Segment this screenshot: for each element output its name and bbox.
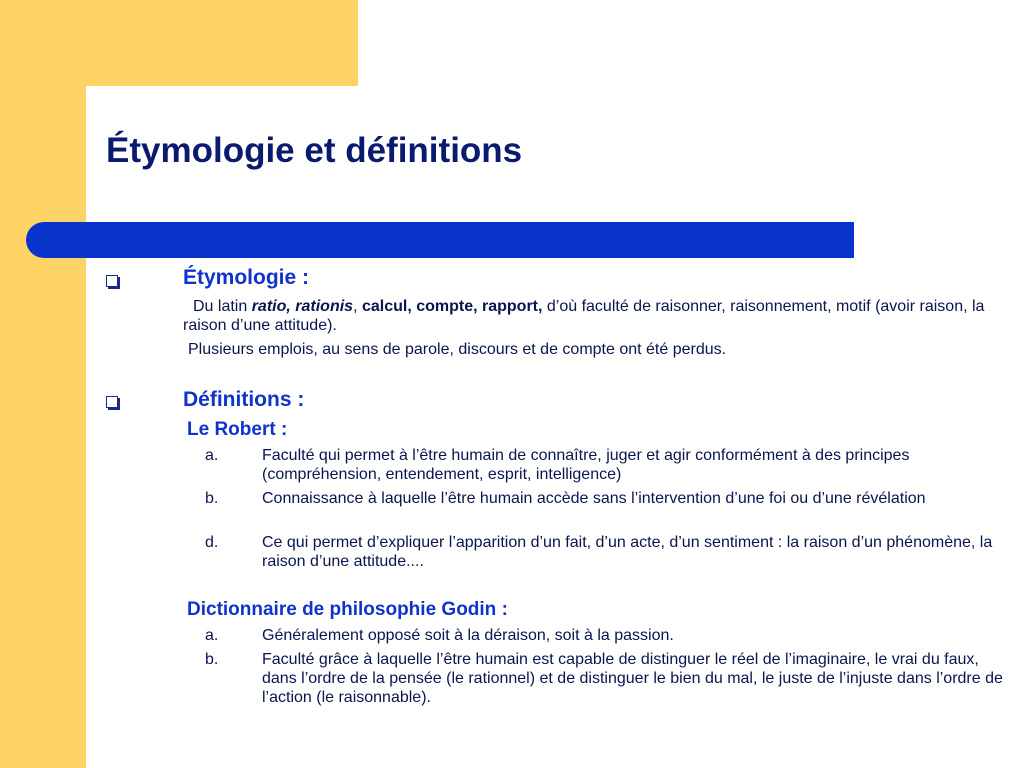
decor-blue-bar xyxy=(26,222,854,258)
definitions-heading: Définitions : xyxy=(183,388,305,411)
godin-title: Dictionnaire de philosophie Godin : xyxy=(187,599,508,620)
square-bullet-icon xyxy=(106,275,118,287)
robert-item-b xyxy=(205,489,1005,508)
list-item-text: Connaissance à laquelle l’être humain accède sans l’intervention d’une foi ou d’une révélation xyxy=(262,490,926,507)
square-bullet-icon xyxy=(106,396,118,408)
list-marker: b. xyxy=(205,490,219,507)
list-item-text: Faculté qui permet à l’être humain de connaître, juger et agir conformément à des principes (compréhension, entendement, esprit, intelligence) xyxy=(262,447,910,483)
etymology-bold-meaning: calcul, compte, rapport, xyxy=(361,298,543,315)
etymology-note: Plusieurs emplois, au sens de parole, discours et de compte ont été perdus. xyxy=(188,341,727,358)
etymology-paragraph xyxy=(183,297,1003,335)
list-marker: b. xyxy=(205,651,219,668)
godin-item-b xyxy=(205,650,1005,707)
list-item-text: Ce qui permet d’expliquer l’apparition d’un fait, d’un acte, d’un sentiment : la raison d’un phénomène, la raison d’une attitude.... xyxy=(262,534,993,570)
etymology-heading: Étymologie : xyxy=(183,266,310,289)
etymology-prefix: Du latin xyxy=(193,298,252,315)
list-item-text: Généralement opposé soit à la déraison, soit à la passion. xyxy=(262,627,674,644)
list-marker: d. xyxy=(205,534,219,551)
list-item-text: Faculté grâce à laquelle l’être humain est capable de distinguer le réel de l’imaginaire, le vrai du faux, dans l’ordre de la pensée (le rationnel) et de distinguer le bien du mal, le juste de l’injuste dans l’ordre de l’action (le raisonnable). xyxy=(262,651,1003,706)
robert-title: Le Robert : xyxy=(187,419,288,440)
etymology-rest: d’où faculté de raisonner, raisonnement, motif (avoir raison, la raison d’une attitude). xyxy=(183,298,985,334)
etymology-latin-term: ratio, rationis xyxy=(251,298,354,315)
list-marker: a. xyxy=(205,447,219,464)
robert-item-a xyxy=(205,446,1005,484)
etymology-comma: , xyxy=(353,298,362,315)
slide-title: Étymologie et définitions xyxy=(106,131,523,170)
decor-yellow-left-band xyxy=(0,0,86,768)
robert-item-d xyxy=(205,533,1005,571)
godin-item-a xyxy=(205,626,1005,645)
list-marker: a. xyxy=(205,627,219,644)
